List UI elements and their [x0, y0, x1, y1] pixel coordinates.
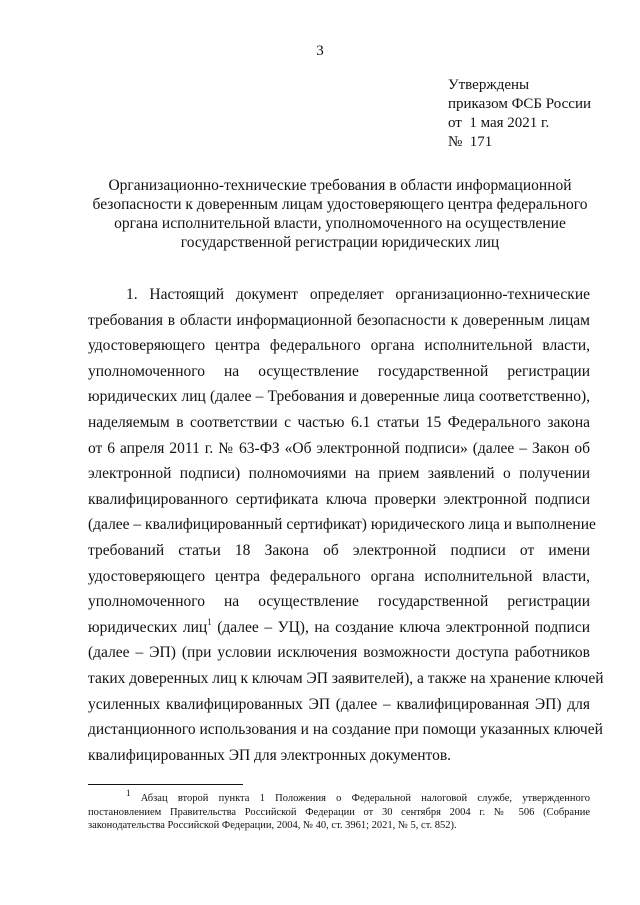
body-line: уполномоченного на осуществление государственной регистрации	[88, 362, 590, 380]
body-line: таких доверенных лиц к ключам ЭП заявителей), а также на хранение ключей	[88, 669, 604, 687]
body-line: 1. Настоящий документ определяет организационно-технические	[126, 286, 590, 303]
body-line: дистанционного использования и на создание при помощи указанных ключей	[88, 721, 603, 739]
document-title	[80, 176, 600, 252]
approval-line: Утверждены	[448, 77, 530, 93]
body-line: требования в области информационной безопасности к доверенным лицам	[88, 311, 590, 329]
body-line: уполномоченного на осуществление государственной регистрации	[88, 593, 590, 611]
footnote-line: законодательства Российской Федерации, 2004, № 40, ст. 3961; 2021, № 5, ст. 852).	[88, 820, 457, 831]
body-line-with-footnote	[88, 615, 590, 641]
body-line: от 6 апреля 2011 г. № 63-ФЗ «Об электронной подписи» (далее – Закон об	[88, 439, 590, 457]
title-line: Организационно-технические требования в области информационной	[108, 177, 572, 194]
footnote-divider	[88, 784, 243, 785]
footnote	[88, 787, 590, 833]
footnote-reference[interactable]: 1	[207, 616, 212, 627]
body-line: (далее – ЭП) (при условии исключения возможности доступа работников	[88, 644, 590, 662]
title-line: безопасности к доверенным лицам удостоверяющего центра федерального	[92, 196, 588, 213]
body-line: удостоверяющего центра федерального органа исполнительной власти,	[88, 567, 590, 585]
footnote-line	[88, 787, 590, 806]
title-line: органа исполнительной власти, уполномоченного на осуществление	[114, 215, 566, 232]
page-number: 3	[316, 43, 324, 59]
footnote-line: постановлением Правительства Российской Федерации от 30 сентября 2004 г. № 506 (Собрание	[88, 806, 590, 818]
approval-line: № 171	[448, 134, 493, 150]
body-line: удостоверяющего центра федерального органа исполнительной власти,	[88, 337, 590, 355]
body-line: наделяемым в соответствии с частью 6.1 статьи 15 Федерального закона	[88, 413, 590, 431]
body-text-segment: юридических лиц	[88, 618, 208, 636]
body-line: квалифицированного сертификата ключа проверки электронной подписи	[88, 490, 590, 508]
footnote-marker: 1	[126, 787, 131, 798]
approval-line: от 1 мая 2021 г.	[448, 115, 550, 131]
body-line: (далее – квалифицированный сертификат) юридического лица и выполнение	[88, 516, 596, 534]
body-line: электронной подписи) полномочиями на прием заявлений о получении	[88, 465, 590, 483]
body-line: требований статьи 18 Закона об электронной подписи от имени	[88, 541, 590, 559]
footnote-text: Абзац второй пункта 1 Положения о Федеральной налоговой службе, утвержденного	[140, 793, 590, 804]
title-line: государственной регистрации юридических лиц	[180, 234, 500, 251]
body-text-segment: (далее – УЦ), на создание ключа электронной подписи	[211, 618, 590, 636]
body-line: квалифицированных ЭП для электронных документов.	[88, 746, 452, 764]
approval-block	[448, 76, 628, 152]
paragraph-1	[88, 282, 604, 768]
body-line: юридических лиц (далее – Требования и доверенные лица соответственно),	[88, 388, 590, 406]
approval-line: приказом ФСБ России	[448, 96, 591, 112]
body-line: усиленных квалифицированных ЭП (далее – квалифицированная ЭП) для	[88, 695, 590, 713]
